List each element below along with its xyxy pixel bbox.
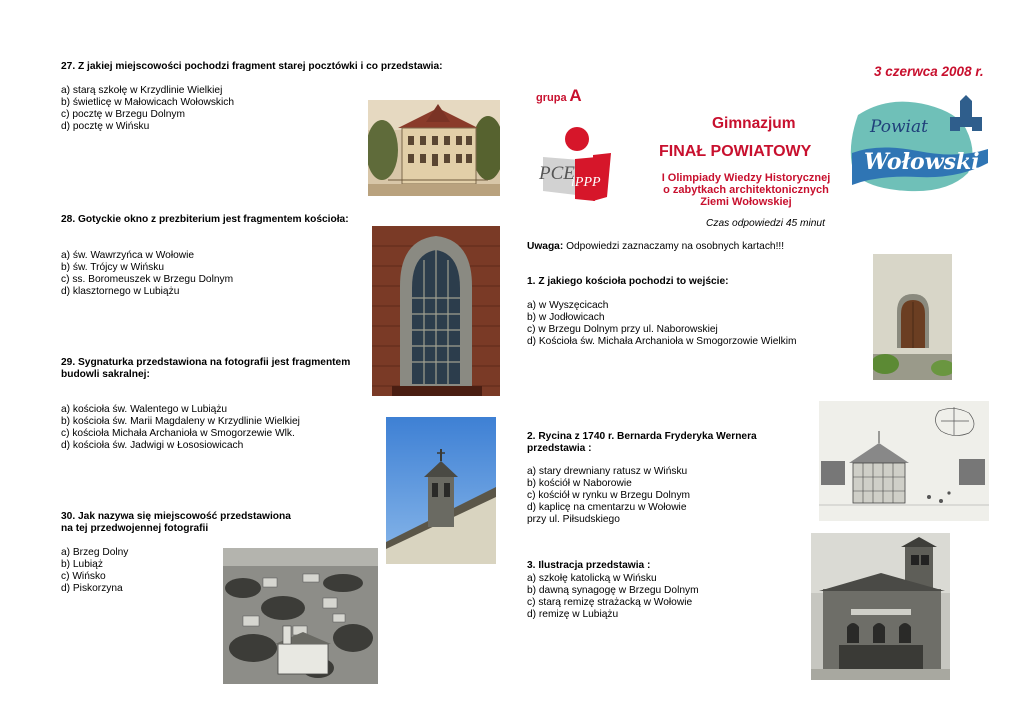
bell-turret-photo [386,417,496,564]
exam-date: 3 czerwca 2008 r. [874,64,984,79]
school-heading: Gimnazjum [712,115,796,132]
question-27-options [61,85,234,133]
olympiad-title: I Olimpiady Wiedzy Historycznej o zabytkach architektonicznych Ziemi Wołowskiej [661,172,831,208]
engraving-1740-image [819,401,989,521]
option-d[interactable]: d) kościoła św. Jadwigi w Łososiowicach [61,440,244,451]
question-1: 1. Z jakiego kościoła pochodzi to wejście: [527,276,729,287]
option-b[interactable]: b) świetlicę w Małowicach Wołowskich [61,97,235,108]
option-d[interactable]: d) Kościoła św. Michała Archanioła w Smogorzowie Wielkim [527,336,797,347]
wolowski-text: Wołowski [864,149,980,175]
question-2-options [527,466,690,526]
option-c[interactable]: c) pocztę w Brzegu Dolnym [61,109,185,120]
option-d[interactable]: d) pocztę w Wińsku [61,121,150,132]
pce-text: PCE [539,163,575,184]
option-c[interactable]: c) Wińsko [61,571,106,582]
option-d[interactable]: d) kaplicę na cmentarzu w Wołowie [527,502,687,513]
gothic-window-photo [372,226,500,396]
prewar-village-photo [223,548,378,684]
notice: Uwaga: Odpowiedzi zaznaczamy na osobnych kartach!!! [527,241,785,252]
option-b[interactable]: b) kościoła św. Marii Magdaleny w Krzydlinie Wielkiej [61,416,300,427]
church-entrance-photo [873,254,952,380]
question-28-options [61,250,233,298]
question-1-options [527,300,797,348]
group-label: grupa A [536,86,582,105]
time-note: Czas odpowiedzi 45 minut [706,218,825,229]
powiat-wolowski-logo [848,93,992,197]
option-a[interactable]: a) szkołę katolicką w Wińsku [527,573,657,584]
option-a[interactable]: a) starą szkołę w Krzydlinie Wielkiej [61,85,223,96]
option-a[interactable]: a) kościoła św. Walentego w Lubiążu [61,404,228,415]
question-29-options [61,404,300,452]
option-c[interactable]: c) w Brzegu Dolnym przy ul. Naborowskiej [527,324,718,335]
option-b[interactable]: b) św. Trójcy w Wińsku [61,262,165,273]
question-30-options [61,547,128,595]
question-28: 28. Gotyckie okno z prezbiterium jest fragmentem kościoła: [61,214,349,225]
question-3: 3. Ilustracja przedstawia : [527,560,651,571]
option-c[interactable]: c) ss. Boromeuszek w Brzegu Dolnym [61,274,234,285]
option-d-continued: przy ul. Piłsudskiego [527,514,620,525]
option-c[interactable]: c) kościoła Michała Archanioła w Smogorzewie Wlk. [61,428,295,439]
option-a[interactable]: a) Brzeg Dolny [61,547,129,558]
old-postcard-photo [368,100,500,196]
option-a[interactable]: a) w Wyszęcicach [527,300,609,311]
option-c[interactable]: c) kościół w rynku w Brzegu Dolnym [527,490,691,501]
powiat-text: Powiat [870,117,928,137]
question-3-options [527,573,699,621]
pce-ippp-logo [537,125,615,207]
fire-station-photo [811,533,950,680]
option-b[interactable]: b) dawną synagogę w Brzegu Dolnym [527,585,699,596]
option-d[interactable]: d) Piskorzyna [61,583,123,594]
option-d[interactable]: d) remizę w Lubiążu [527,609,619,620]
option-d[interactable]: d) klasztornego w Lubiążu [61,286,180,297]
option-a[interactable]: a) św. Wawrzyńca w Wołowie [61,250,195,261]
question-30: 30. Jak nazywa się miejscowość przedstawiona na tej przedwojennej fotografii [61,511,291,534]
question-27: 27. Z jakiej miejscowości pochodzi fragment starej pocztówki i co przedstawia: [61,61,443,72]
option-a[interactable]: a) stary drewniany ratusz w Wińsku [527,466,688,477]
question-2: 2. Rycina z 1740 r. Bernarda Fryderyka Wernera przedstawia : [527,431,757,454]
stage-heading: FINAŁ POWIATOWY [659,143,812,160]
option-b[interactable]: b) kościół w Naborowie [527,478,632,489]
option-c[interactable]: c) starą remizę strażacką w Wołowie [527,597,693,608]
option-b[interactable]: b) Lubiąż [61,559,103,570]
ippp-text: iPPP [571,175,601,190]
question-29: 29. Sygnaturka przedstawiona na fotografii jest fragmentem budowli sakralnej: [61,357,351,380]
option-b[interactable]: b) w Jodłowicach [527,312,605,323]
